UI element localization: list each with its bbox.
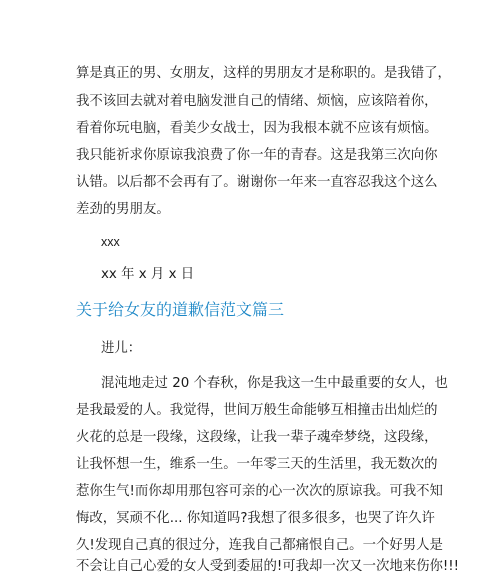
section-heading: 关于给女友的道歉信范文篇三 <box>76 300 285 319</box>
signature: xxx <box>101 235 120 249</box>
text-line: 认错。以后都不会再有了。谢谢你一年来一直容忍我这个这么 <box>76 175 438 190</box>
salutation: 进儿： <box>101 341 142 356</box>
text-line: 差劲的男朋友。 <box>76 202 170 217</box>
body-line: 惹你生气!而你却用那包容可亲的心一次次的原谅我。可我不知 <box>76 484 443 499</box>
body-line: 不会让自己心爱的女人受到委屈的!可我却一次又一次地来伤你!!! <box>76 559 460 574</box>
body-line: 久!发现自己真的很过分，连我自己都痛恨自己。一个好男人是 <box>76 538 443 553</box>
text-line: 算是真正的男、女朋友，这样的男朋友才是称职的。是我错了， <box>76 66 451 81</box>
text-line: 我不该回去就对着电脑发泄自己的情绪、烦恼，应该陪着你， <box>76 94 438 109</box>
body-line: 悔改，冥顽不化... 你知道吗?我想了很多很多，也哭了许久许 <box>76 511 435 526</box>
body-line: 混沌地走过 20 个春秋，你是我这一生中最重要的女人，也 <box>101 376 448 391</box>
body-line: 是我最爱的人。我觉得，世间万般生命能够互相撞击出灿烂的 <box>76 403 438 418</box>
text-line: 看着你玩电脑，看美少女战士，因为我根本就不应该有烦恼。 <box>76 121 438 136</box>
date-line: xx 年 x 月 x 日 <box>101 267 195 282</box>
body-line: 让我怀想一生，维系一生。一年零三天的生活里，我无数次的 <box>76 457 438 472</box>
body-line: 火花的总是一段缘，这段缘，让我一辈子魂牵梦绕，这段缘， <box>76 430 438 445</box>
text-line: 我只能祈求你原谅我浪费了你一年的青春。这是我第三次向你 <box>76 148 438 163</box>
